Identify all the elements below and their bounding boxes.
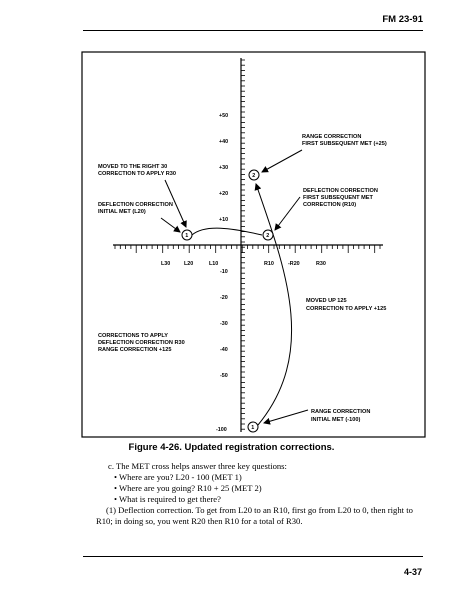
annotation-moved-up: MOVED UP 125	[306, 298, 347, 304]
y-tick-label: -20	[220, 295, 228, 301]
page-number: 4-37	[403, 567, 422, 577]
annotation-deflection-initial: DEFLECTION CORRECTION	[98, 202, 173, 208]
arrow-to-range-point	[262, 150, 302, 172]
document-id: FM 23-91	[382, 14, 423, 25]
annotation-deflection-initial: INITIAL MET (L20)	[98, 209, 146, 215]
annotation-moved-right: MOVED TO THE RIGHT 30	[98, 164, 168, 170]
question-bullet: • Where are you going? R10 + 25 (MET 2)	[114, 483, 262, 493]
point-label: 1	[251, 425, 255, 431]
annotation-moved-up: CORRECTION TO APPLY +125	[306, 306, 387, 312]
horizontal-axis-ticks	[115, 245, 380, 253]
point-label: 2	[266, 233, 270, 239]
annotation-moved-right: CORRECTION TO APPLY R30	[98, 171, 177, 177]
arrow-to-initial-point	[161, 218, 180, 232]
annotation-corrections-to-apply: CORRECTIONS TO APPLY	[98, 333, 169, 339]
y-tick-label: +30	[219, 165, 229, 171]
x-tick-label: L10	[209, 261, 219, 267]
y-tick-label: +40	[219, 139, 229, 145]
arrow-to-second-point	[275, 197, 300, 230]
question-bullet: • What is required to get there?	[114, 494, 221, 504]
body-text	[96, 461, 428, 527]
y-tick-label: -30	[220, 321, 228, 327]
y-tick-label: -100	[216, 427, 227, 433]
intro-line: c. The MET cross helps answer three key questions:	[108, 461, 287, 471]
figure-caption: Figure 4-26. Updated registration corrections.	[128, 442, 335, 453]
x-tick-label: -R20	[288, 261, 300, 267]
x-tick-label: L30	[161, 261, 171, 267]
annotation-range-initial: RANGE CORRECTION	[311, 409, 371, 415]
annotation-deflection-first: DEFLECTION CORRECTION	[303, 188, 378, 194]
question-bullet: • Where are you? L20 - 100 (MET 1)	[114, 472, 242, 482]
x-tick-label: L20	[184, 261, 194, 267]
annotation-deflection-first: CORRECTION (R10)	[303, 202, 357, 208]
y-tick-label: -50	[220, 373, 228, 379]
deflection-path	[192, 228, 262, 235]
annotation-range-initial: INITIAL MET (-100)	[311, 417, 361, 423]
x-tick-label: R30	[316, 261, 326, 267]
x-tick-label: R10	[264, 261, 274, 267]
annotation-range-first: FIRST SUBSEQUENT MET (+25)	[302, 141, 387, 147]
range-path	[256, 184, 292, 425]
y-tick-label: +20	[219, 191, 229, 197]
y-tick-label: -40	[220, 347, 228, 353]
footer-rule	[83, 556, 423, 557]
point-label: 1	[185, 233, 189, 239]
annotation-deflection-first: FIRST SUBSEQUENT MET	[303, 195, 373, 201]
y-tick-label: +10	[219, 217, 229, 223]
y-tick-label: +50	[219, 113, 229, 119]
annotation-range-first: RANGE CORRECTION	[302, 134, 362, 140]
point-label: 2	[252, 173, 256, 179]
annotation-corrections-to-apply: DEFLECTION CORRECTION R30	[98, 340, 185, 346]
y-tick-label: -10	[220, 269, 228, 275]
annotation-corrections-to-apply: RANGE CORRECTION +125	[98, 347, 172, 353]
arrow-to-range-initial	[264, 410, 308, 423]
deflection-paragraph: (1) Deflection correction. To get from L20 to an R10, first go from L20 to 0, then right to R10; in doing so, you went R20 then R10 for a total of R30.	[96, 505, 413, 526]
